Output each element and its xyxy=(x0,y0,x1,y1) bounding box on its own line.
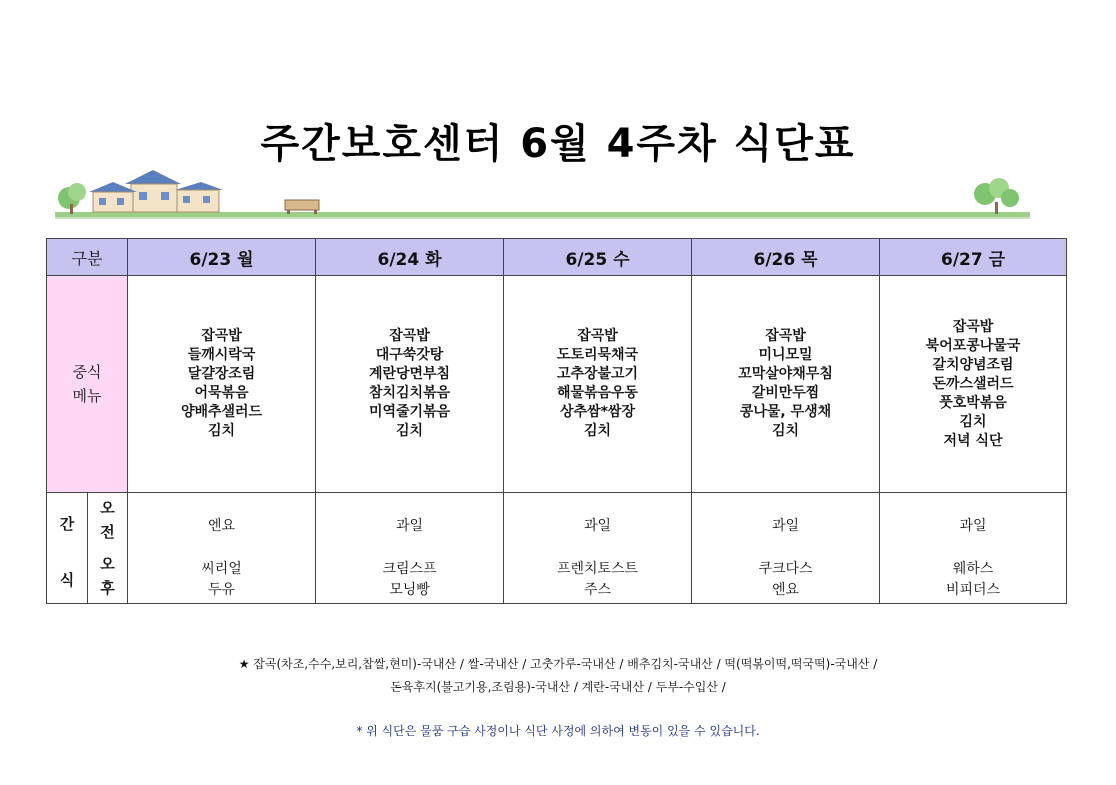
menu-item: 저녁 식단 xyxy=(943,432,1003,449)
pm-snack xyxy=(504,559,691,601)
grass-strip xyxy=(55,212,1030,217)
menu-item: 도토리묵채국 xyxy=(556,347,639,363)
tree-left-icon xyxy=(58,183,86,214)
fence-sign-icon xyxy=(285,200,319,214)
menu-item: 김치 xyxy=(395,423,424,439)
pm-snack-item: 크림스프 xyxy=(382,561,437,577)
pm-snack-item: 비피더스 xyxy=(945,582,1001,598)
lunch-cell-mon xyxy=(128,276,316,493)
menu-item: 잡곡밥 xyxy=(389,328,430,344)
weekly-menu-table xyxy=(46,238,1067,604)
snack-cell-mon xyxy=(128,493,316,604)
header-day-3: 6/25 수 xyxy=(504,239,692,276)
menu-item: 잡곡밥 xyxy=(577,328,618,344)
page-title: 주간보호센터 6월 4주차 식단표 xyxy=(260,121,856,167)
header-gubun: 구분 xyxy=(47,239,128,276)
origin-info-line2: 돈육후지(불고기용,조림용)-국내산 / 계란-국내산 / 두부-수입산 / xyxy=(390,680,726,694)
snack-time-labels xyxy=(88,493,128,604)
pm-snack xyxy=(880,559,1066,601)
pm-snack-item: 프렌치토스트 xyxy=(556,561,639,577)
grass-edge xyxy=(55,217,1030,219)
snack-label xyxy=(47,493,88,604)
snack-cell-wed xyxy=(504,493,692,604)
header-day-2: 6/24 화 xyxy=(316,239,504,276)
lunch-cell-tue xyxy=(316,276,504,493)
menu-item: 잡곡밥 xyxy=(765,328,806,344)
pm-snack-item: 씨리얼 xyxy=(201,561,242,577)
menu-item: 미니모밀 xyxy=(758,347,813,363)
am-label-char1: 오 xyxy=(100,499,115,517)
menu-item: 계란당면부침 xyxy=(368,366,451,382)
snack-cell-fri xyxy=(880,493,1067,604)
menu-item: 갈치양념조림 xyxy=(932,356,1014,373)
lunch-label xyxy=(47,276,128,493)
origin-info-line1: ★ 잡곡(차조,수수,보리,찹쌀,현미)-국내산 / 쌀-국내산 / 고춧가루-국내산 / 배추김치-국내산 / 떡(떡볶이떡,떡국떡)-국내산 / xyxy=(238,657,878,671)
header-day-4: 6/26 목 xyxy=(692,239,880,276)
pm-snack xyxy=(692,559,879,601)
am-snack: 과일 xyxy=(395,518,424,534)
menu-item: 김치 xyxy=(583,423,612,439)
pm-snack-item: 엔요 xyxy=(771,582,800,598)
menu-item: 돈까스샐러드 xyxy=(932,375,1014,392)
lunch-cell-thu xyxy=(692,276,880,493)
pm-label-char1: 오 xyxy=(100,555,115,573)
tree-right-icon xyxy=(974,178,1019,214)
lunch-label-line2: 메뉴 xyxy=(72,387,102,405)
pm-snack-item: 두유 xyxy=(207,582,236,598)
snack-cell-thu xyxy=(692,493,880,604)
menu-item: 고추장불고기 xyxy=(556,366,639,382)
menu-item: 잡곡밥 xyxy=(201,328,242,344)
header-day-5: 6/27 금 xyxy=(880,239,1067,276)
change-notice: * 위 식단은 물품 구습 사정이나 식단 사정에 의하여 변동이 있을 수 있습니다. xyxy=(356,724,760,738)
menu-item: 참치김치볶음 xyxy=(368,385,451,401)
menu-item: 김치 xyxy=(771,423,800,439)
house-banner-illustration xyxy=(55,168,1030,224)
snack-row xyxy=(47,493,1067,604)
lunch-cell-wed xyxy=(504,276,692,493)
menu-item: 미역줄기볶음 xyxy=(368,404,451,420)
pm-snack xyxy=(316,559,503,601)
menu-item: 꼬막살야채무침 xyxy=(738,366,833,382)
menu-item: 해물볶음우동 xyxy=(556,385,639,401)
menu-item: 잡곡밥 xyxy=(952,318,994,335)
pm-snack-item: 모닝빵 xyxy=(389,582,430,598)
menu-item: 대구쑥갓탕 xyxy=(375,347,444,363)
pm-snack-item: 쿠크다스 xyxy=(758,561,813,577)
lunch-label-line1: 중식 xyxy=(72,363,102,381)
pm-label-char2: 후 xyxy=(100,579,115,597)
header-day-1: 6/23 월 xyxy=(128,239,316,276)
pm-snack-item: 주스 xyxy=(583,582,612,598)
menu-item: 들깨시락국 xyxy=(187,347,256,363)
menu-item: 풋호박볶음 xyxy=(939,394,1007,411)
menu-item: 북어포콩나물국 xyxy=(925,337,1021,354)
menu-item: 양배추샐러드 xyxy=(180,404,263,420)
am-snack: 과일 xyxy=(583,518,612,534)
snack-label-char2: 식 xyxy=(59,571,75,589)
menu-item: 갈비만두찜 xyxy=(751,385,820,401)
pm-snack xyxy=(128,559,315,601)
menu-item: 어묵볶음 xyxy=(194,385,249,401)
menu-item: 콩나물, 무생채 xyxy=(739,404,832,420)
header-row xyxy=(47,239,1067,276)
pm-snack-item: 웨하스 xyxy=(952,561,994,577)
am-snack: 과일 xyxy=(771,518,800,534)
house-icon xyxy=(89,170,223,212)
lunch-cell-fri xyxy=(880,276,1067,493)
am-snack: 엔요 xyxy=(207,518,236,534)
lunch-row xyxy=(47,276,1067,493)
menu-item: 상추쌈*쌈장 xyxy=(560,404,635,420)
menu-item: 김치 xyxy=(959,413,987,430)
am-label-char2: 전 xyxy=(100,523,115,541)
menu-item: 김치 xyxy=(207,423,236,439)
menu-item: 달걀장조림 xyxy=(187,366,256,382)
snack-cell-tue xyxy=(316,493,504,604)
snack-label-char1: 간 xyxy=(59,515,75,533)
am-snack: 과일 xyxy=(959,518,987,534)
